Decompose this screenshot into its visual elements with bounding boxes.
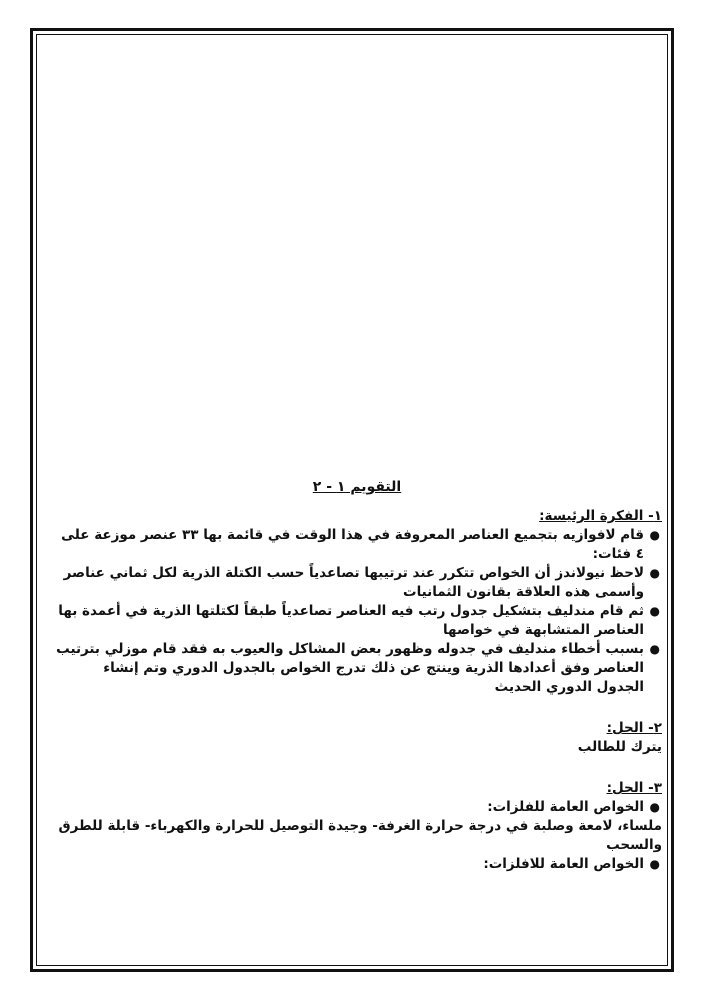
list-item: ● بسبب أخطاء مندليف في جدوله وظهور بعض المشاكل والعيوب به فقد قام موزلي بترتيب العناصر وفق أعدادها الذرية وينتج عن ذلك تدرج الخواص بالجدول الدوري وتم إنشاء الجدول الدوري الحديث — [56, 641, 660, 695]
list-item: ● الخواص العامة للفلزات: — [487, 799, 660, 815]
list-item: ● قام لافوازيه بتجميع العناصر المعروفة في هذا الوقت في قائمة بها ٣٣ عنصر موزعة على ٤ فئات: — [61, 527, 660, 562]
bullet-icon: ● — [649, 604, 660, 618]
list-item: ● لاحظ نيولاندز أن الخواص تتكرر عند ترتيبها تصاعدياً حسب الكتلة الذرية لكل ثماني عناصر وأسمى هذه العلاقة بقانون الثمانيات — [63, 565, 660, 600]
bullet-icon: ● — [649, 642, 660, 656]
page-title: التقويم ١ - ٢ — [312, 479, 402, 495]
bullet-icon: ● — [649, 857, 660, 871]
section-1-heading: ١- الفكرة الرئيسة: — [539, 508, 662, 524]
metals-properties-text: ملساء، لامعة وصلبة في درجة حرارة الغرفة- وجيدة التوصيل للحرارة والكهرباء- قابلة للطرق والسحب — [58, 818, 662, 853]
section-3-list-nonmetals — [52, 855, 662, 874]
section-2-text: يترك للطالب — [577, 739, 662, 755]
list-item: ● ثم قام مندليف بتشكيل جدول رتب فيه العناصر تصاعدياً طبقاً لكتلتها الذرية في أعمدة بها العناصر المتشابهة في خواصها — [58, 603, 660, 638]
bullet-icon: ● — [649, 566, 660, 580]
section-1-list — [52, 526, 662, 697]
bullet-icon: ● — [649, 800, 660, 814]
section-3-list-metals — [52, 798, 662, 817]
bullet-icon: ● — [649, 528, 660, 542]
list-item: ● الخواص العامة للافلزات: — [483, 856, 660, 872]
section-2-heading: ٢- الحل: — [606, 720, 662, 736]
section-3-heading: ٣- الحل: — [606, 780, 662, 796]
document-body — [52, 478, 662, 874]
